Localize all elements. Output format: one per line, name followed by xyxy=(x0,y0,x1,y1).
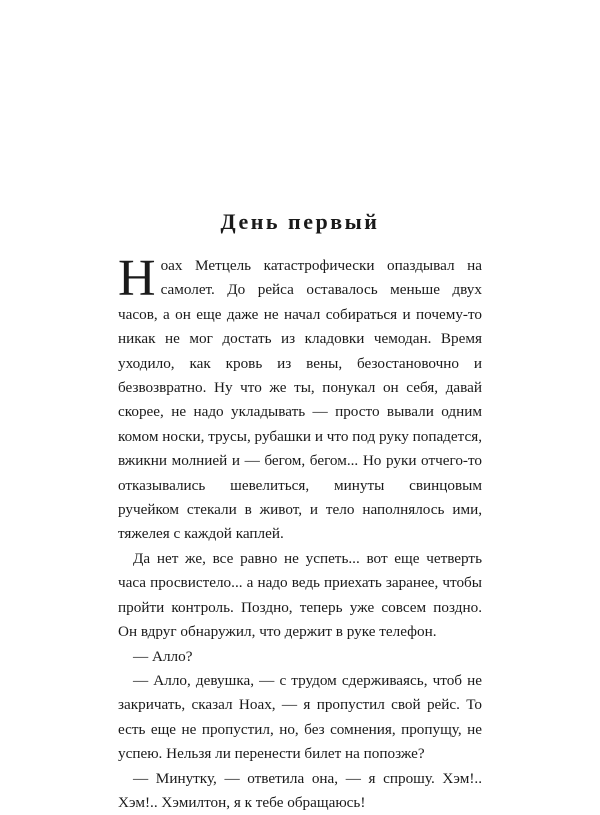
paragraph-3: — Алло? xyxy=(133,647,193,665)
chapter-body xyxy=(118,250,482,815)
drop-cap: Н xyxy=(118,250,156,307)
paragraph-1 xyxy=(118,250,482,547)
chapter-title: День первый xyxy=(220,209,380,234)
paragraph-1-text: оах Метцель катастрофически опаздывал на самолет. До рейса оставалось меньше двух часов, а он еще даже не начал собираться и почему-то никак не мог достать из кладовки чемодан. Время уходило, как кровь из вены, безостановочно и безвозвратно. Ну что же ты, понукал он себя, давай скорее, не надо укладывать — просто вывали одним комом носки, трусы, рубашки и что под руку попадется, вжикни молнией и — бегом, бегом... Но руки отчего-то отказывались шевелиться, минуты свинцовым ручейком стекали в живот, и тело наполнялось ими, тяжелея с каждой каплей. xyxy=(118,257,482,543)
paragraph-4: — Алло, девушка, — с трудом сдерживаясь, чтоб не закричать, сказал Ноах, — я пропустил свой рейс. То есть еще не пропустил, но, без сомнения, пропущу, не успею. Нельзя ли перенести билет на попозже? xyxy=(118,671,482,763)
paragraph-2: Да нет же, все равно не успеть... вот еще четверть часа просвистело... а надо ведь приехать заранее, чтобы пройти контроль. Поздно, теперь уже совсем поздно. Он вдруг обнаружил, что держит в руке телефон. xyxy=(118,549,482,641)
paragraph-5: — Минутку, — ответила она, — я спрошу. Хэм!.. Хэм!.. Хэмилтон, я к тебе обращаюсь! xyxy=(118,769,482,811)
